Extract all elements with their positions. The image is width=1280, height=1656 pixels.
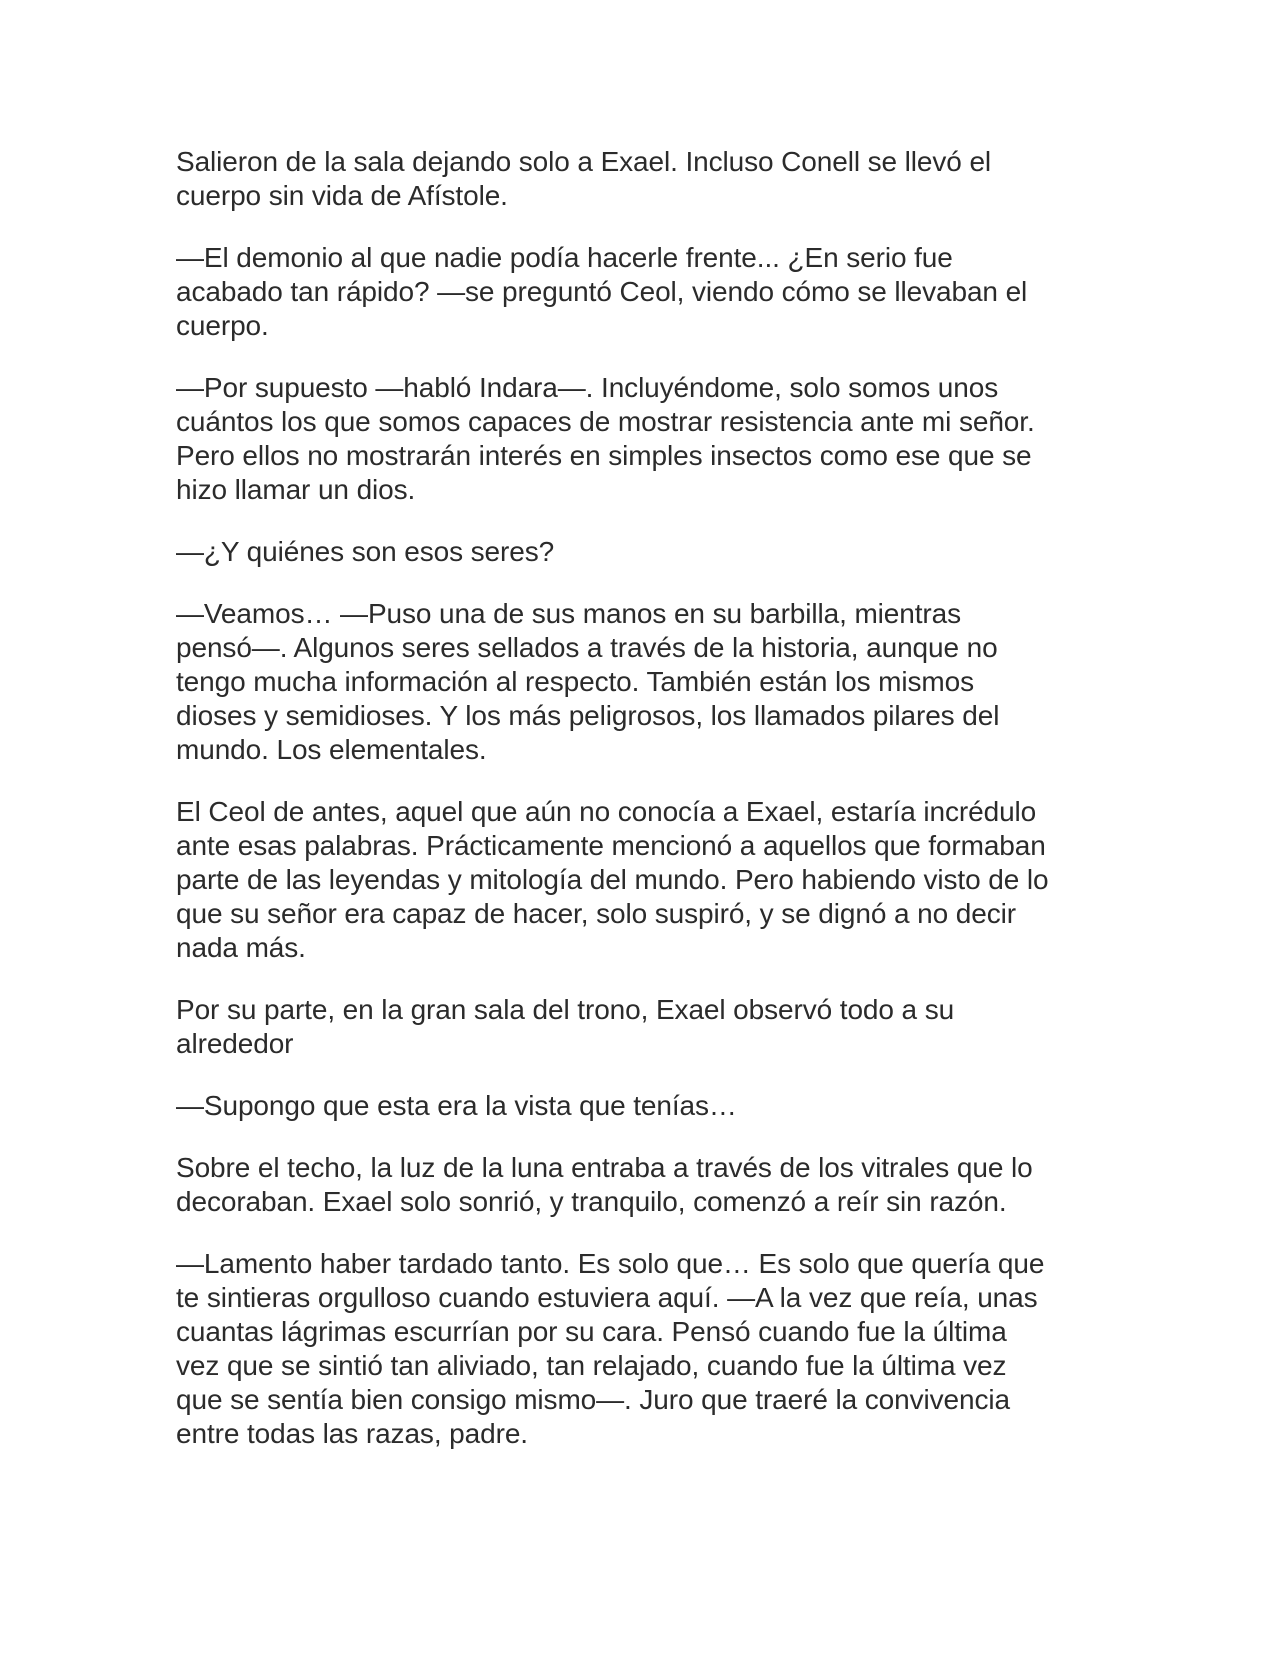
body-text	[176, 145, 1096, 1479]
text-line: decoraban. Exael solo sonrió, y tranquilo, comenzó a reír sin razón.	[176, 1186, 1007, 1217]
text-line: hizo llamar un dios.	[176, 474, 416, 505]
text-line: —Veamos… —Puso una de sus manos en su barbilla, mientras	[176, 598, 962, 629]
text-line: cuantas lágrimas escurrían por su cara. Pensó cuando fue la última	[176, 1316, 1007, 1347]
text-line: mundo. Los elementales.	[176, 734, 487, 765]
paragraph	[176, 371, 1096, 507]
text-line: El Ceol de antes, aquel que aún no conocía a Exael, estaría incrédulo	[176, 796, 1037, 827]
text-line: nada más.	[176, 932, 306, 963]
text-line: —¿Y quiénes son esos seres?	[176, 536, 555, 567]
text-line: Salieron de la sala dejando solo a Exael. Incluso Conell se llevó el	[176, 146, 992, 177]
paragraph	[176, 145, 1096, 213]
text-line: cuerpo sin vida de Afístole.	[176, 180, 508, 211]
paragraph	[176, 535, 1096, 569]
text-line: Sobre el techo, la luz de la luna entraba a través de los vitrales que lo	[176, 1152, 1033, 1183]
text-line: cuántos los que somos capaces de mostrar resistencia ante mi señor.	[176, 406, 1035, 437]
text-line: tengo mucha información al respecto. También están los mismos	[176, 666, 974, 697]
text-line: parte de las leyendas y mitología del mundo. Pero habiendo visto de lo	[176, 864, 1049, 895]
text-line: entre todas las razas, padre.	[176, 1418, 528, 1449]
text-line: —Lamento haber tardado tanto. Es solo que… Es solo que quería que	[176, 1248, 1045, 1279]
text-line: ante esas palabras. Prácticamente mencionó a aquellos que formaban	[176, 830, 1046, 861]
text-line: —Supongo que esta era la vista que tenías…	[176, 1090, 737, 1121]
paragraph	[176, 1151, 1096, 1219]
paragraph	[176, 993, 1096, 1061]
text-line: dioses y semidioses. Y los más peligrosos, los llamados pilares del	[176, 700, 1000, 731]
text-line: cuerpo.	[176, 310, 269, 341]
text-line: Por su parte, en la gran sala del trono, Exael observó todo a su	[176, 994, 955, 1025]
text-line: vez que se sintió tan aliviado, tan relajado, cuando fue la última vez	[176, 1350, 1007, 1381]
paragraph	[176, 795, 1096, 965]
paragraph	[176, 1247, 1096, 1451]
text-line: Pero ellos no mostrarán interés en simples insectos como ese que se	[176, 440, 1032, 471]
paragraph	[176, 1089, 1096, 1123]
text-line: te sintieras orgulloso cuando estuviera aquí. —A la vez que reía, unas	[176, 1282, 1038, 1313]
paragraph	[176, 241, 1096, 343]
text-line: pensó—. Algunos seres sellados a través de la historia, aunque no	[176, 632, 998, 663]
text-line: —Por supuesto —habló Indara—. Incluyéndome, solo somos unos	[176, 372, 999, 403]
text-line: que se sentía bien consigo mismo—. Juro que traeré la convivencia	[176, 1384, 1010, 1415]
text-line: que su señor era capaz de hacer, solo suspiró, y se dignó a no decir	[176, 898, 1016, 929]
text-line: acabado tan rápido? —se preguntó Ceol, viendo cómo se llevaban el	[176, 276, 1028, 307]
text-line: alrededor	[176, 1028, 294, 1059]
paragraph	[176, 597, 1096, 767]
text-line: —El demonio al que nadie podía hacerle frente... ¿En serio fue	[176, 242, 953, 273]
